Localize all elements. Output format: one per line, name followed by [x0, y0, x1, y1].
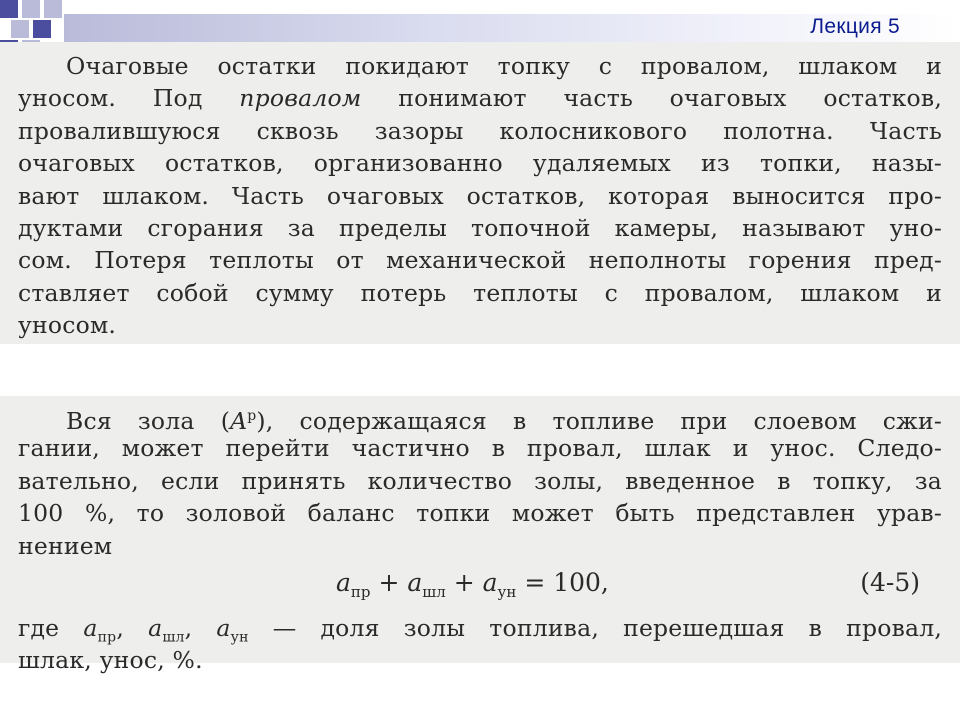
- var-a-pr: [83, 613, 117, 646]
- lecture-title: Лекция 5: [810, 15, 900, 38]
- deco-square-4: [11, 20, 29, 38]
- text-line: ставляет собой сумму потерь теплоты с провалом, шлаком и: [18, 278, 942, 307]
- text-fragment: ), содержащаяся в топливе при слоевом сжи-: [256, 406, 942, 435]
- eq-plus: +: [453, 567, 475, 597]
- eq-sub: ун: [497, 582, 517, 601]
- text-line-mixed: Вся зола $(A^р)$, содержащаяся в топливе при слоевом сжи-: [66, 406, 942, 435]
- text-line: гании, может перейти частично в провал, шлак и унос. Следо-: [18, 434, 942, 463]
- eq-equals: =: [524, 567, 546, 597]
- var-letter: a: [83, 613, 98, 642]
- eq-sub: шл: [422, 582, 446, 601]
- text-fragment: понимают часть очаговых остатков,: [398, 84, 943, 113]
- text-line: шлак, унос, %.: [18, 646, 203, 675]
- text-line: вают шлаком. Часть очаговых остатков, которая выносится про-: [18, 181, 942, 210]
- text-line-mixed: [18, 82, 942, 114]
- deco-square-2: [22, 0, 40, 18]
- var-a-shl: [148, 613, 185, 646]
- eq-var: a: [407, 567, 423, 597]
- eq-rhs: 100,: [553, 567, 609, 597]
- text-fragment: где: [18, 613, 60, 642]
- text-line: 100 %, то золовой баланс топки может быть представлен урав-: [18, 499, 942, 528]
- equation-number: (4-5): [860, 567, 920, 597]
- text-line: дуктами сгорания за пределы топочной камеры, называют уно-: [18, 213, 942, 242]
- var-letter: a: [216, 613, 231, 642]
- deco-square-3: [44, 0, 62, 18]
- equation-row: [18, 562, 942, 612]
- emphasized-term: провалом: [239, 84, 362, 113]
- deco-square-5: [33, 20, 51, 38]
- var-sub: ун: [230, 629, 249, 646]
- text-fragment: — доля золы топлива, перешедшая в провал,: [272, 613, 943, 642]
- var-sub: шл: [162, 629, 185, 646]
- var-a-un: [216, 613, 249, 646]
- ash-symbol: [230, 407, 256, 435]
- scan-paragraph-2: [0, 396, 960, 675]
- scan-paragraph-1: [0, 42, 960, 344]
- text-fragment: уносом. Под: [18, 84, 203, 113]
- eq-plus: +: [378, 567, 400, 597]
- ash-balance-equation: [336, 568, 609, 601]
- var-sub: пр: [97, 629, 117, 646]
- text-line: сом. Потеря теплоты от механической неполноты горения пред-: [18, 246, 942, 275]
- eq-sub: пр: [350, 582, 371, 601]
- eq-var: a: [482, 567, 498, 597]
- text-line: уносом.: [18, 311, 117, 340]
- var-letter: a: [148, 613, 163, 642]
- ash-symbol-letter: A: [230, 406, 248, 435]
- text-line: нением: [18, 531, 113, 560]
- text-line: очаговых остатков, организованно удаляемых из топки, назы-: [18, 149, 942, 178]
- text-fragment: Вся зола: [66, 406, 195, 435]
- text-line: Очаговые остатки покидают топку с провалом, шлаком и: [66, 52, 942, 80]
- text-line: провалившуюся сквозь зазоры колосникового полотна. Часть: [18, 116, 942, 145]
- text-line-mixed: где $a_{пр}$, $a_{шл}$, $a_{ун}$ — доля золы топлива, перешедшая в провал,: [18, 613, 943, 646]
- deco-square-1: [0, 0, 18, 18]
- text-line: вательно, если принять количество золы, введенное в топку, за: [18, 466, 942, 495]
- eq-var: a: [336, 567, 351, 597]
- ash-symbol-sup: р: [247, 408, 257, 424]
